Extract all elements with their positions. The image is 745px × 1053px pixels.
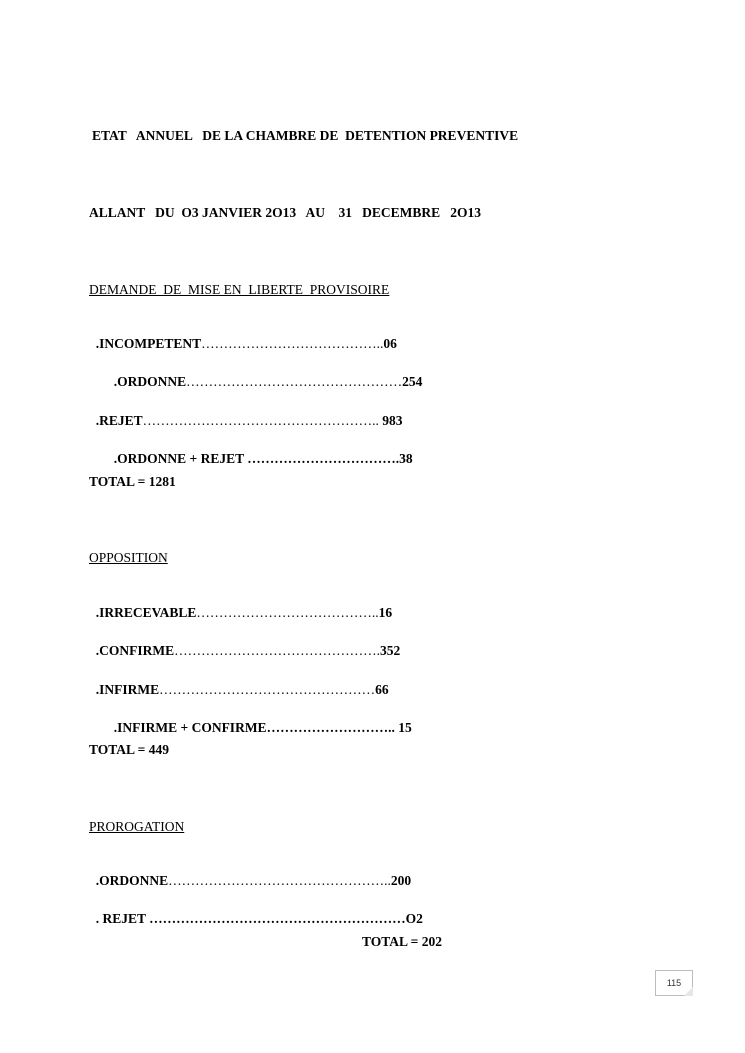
page-number-box (655, 970, 693, 996)
section-heading-opposition: OPPOSITION (89, 550, 168, 565)
row-irrecevable (89, 589, 392, 621)
row-value: 66 (375, 682, 389, 697)
row-prorogation-ordonne (89, 857, 411, 889)
row-label: . REJET (95, 911, 150, 926)
total-prorogation: TOTAL = 202 (362, 934, 442, 949)
row-leader-dots: ……………………………. (247, 451, 400, 466)
row-value: 200 (390, 873, 412, 888)
row-label: .ORDONNE (113, 374, 187, 389)
row-leader-dots: ……………………….. (266, 720, 399, 735)
row-label: .INCOMPETENT (95, 336, 202, 351)
row-label: .INFIRME (95, 682, 160, 697)
row-value: 254 (402, 374, 423, 389)
row-value: 06 (383, 336, 397, 351)
row-label: .ORDONNE (95, 873, 169, 888)
row-value: 15 (398, 720, 412, 735)
row-prorogation-rejet (89, 895, 423, 927)
row-incompetent (89, 320, 397, 352)
row-leader-dots: ………………………………………. (174, 643, 380, 658)
row-infirme (89, 666, 389, 698)
row-value: 16 (378, 605, 393, 620)
section-heading-liberte: DEMANDE DE MISE EN LIBERTE PROVISOIRE (89, 282, 390, 297)
row-leader-dots: ………………………………………………… (149, 911, 406, 926)
row-leader-dots: ………………………………………… (159, 682, 376, 697)
row-leader-dots: ………………………………………… (186, 374, 403, 389)
row-infirme-confirme (107, 704, 412, 736)
row-label: .REJET (95, 413, 143, 428)
row-value: 352 (380, 643, 401, 658)
document-title: ETAT ANNUEL DE LA CHAMBRE DE DETENTION PREVENTIVE (92, 128, 519, 143)
row-label: .ORDONNE + REJET (113, 451, 248, 466)
row-value: 38 (399, 451, 413, 466)
row-label: .CONFIRME (95, 643, 175, 658)
row-value: 983 (382, 413, 403, 428)
document-period: ALLANT DU O3 JANVIER 2O13 AU 31 DECEMBRE 2O13 (89, 205, 482, 220)
row-leader-dots: ………………………………….. (201, 336, 384, 351)
row-leader-dots: …………………………………………….. (142, 413, 383, 428)
total-liberte: TOTAL = 1281 (89, 474, 176, 489)
row-confirme (89, 627, 400, 659)
row-rejet (89, 397, 403, 429)
row-label: .INFIRME + CONFIRME (113, 720, 267, 735)
row-ordonne (107, 358, 422, 390)
total-opposition: TOTAL = 449 (89, 742, 169, 757)
row-ordonne-rejet (107, 435, 413, 467)
page-number: 115 (666, 978, 682, 988)
page-curl-icon (684, 987, 693, 996)
row-leader-dots: ………………………………….. (196, 605, 379, 620)
section-heading-prorogation: PROROGATION (89, 819, 185, 834)
row-leader-dots: ………………………………………….. (168, 873, 391, 888)
row-value: O2 (405, 911, 423, 926)
row-label: .IRRECEVABLE (95, 605, 197, 620)
